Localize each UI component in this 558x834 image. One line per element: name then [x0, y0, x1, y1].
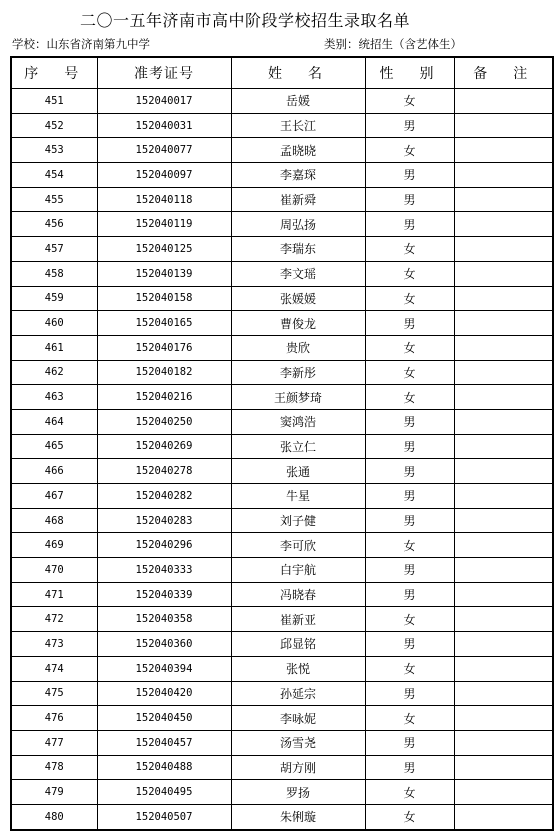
row-seq-cell: 463 — [11, 385, 97, 410]
row-note-cell — [454, 632, 553, 657]
row-exam-id-cell: 152040182 — [97, 360, 231, 385]
row-note-cell — [454, 780, 553, 805]
row-note-cell — [454, 706, 553, 731]
column-header-gender: 性 别 — [365, 57, 454, 89]
row-note-cell — [454, 607, 553, 632]
row-exam-id-cell: 152040017 — [97, 89, 231, 114]
table-row — [11, 780, 553, 805]
row-seq-cell: 458 — [11, 261, 97, 286]
row-note-cell — [454, 730, 553, 755]
table-row — [11, 632, 553, 657]
column-header-seq: 序 号 — [11, 57, 97, 89]
table-row — [11, 508, 553, 533]
row-note-cell — [454, 286, 553, 311]
table-row — [11, 656, 553, 681]
admission-table — [10, 56, 554, 831]
row-gender-cell: 男 — [365, 681, 454, 706]
row-gender-cell: 男 — [365, 484, 454, 509]
column-header-exam-id: 准考证号 — [97, 57, 231, 89]
row-note-cell — [454, 459, 553, 484]
row-exam-id-cell: 152040394 — [97, 656, 231, 681]
table-row — [11, 484, 553, 509]
row-gender-cell: 女 — [365, 237, 454, 262]
row-seq-cell: 477 — [11, 730, 97, 755]
row-exam-id-cell: 152040339 — [97, 582, 231, 607]
row-gender-cell: 女 — [365, 286, 454, 311]
row-note-cell — [454, 89, 553, 114]
row-seq-cell: 472 — [11, 607, 97, 632]
row-exam-id-cell: 152040296 — [97, 533, 231, 558]
row-seq-cell: 476 — [11, 706, 97, 731]
row-exam-id-cell: 152040450 — [97, 706, 231, 731]
table-row — [11, 163, 553, 188]
row-name-cell: 李嘉琛 — [231, 163, 365, 188]
row-name-cell: 汤雪尧 — [231, 730, 365, 755]
row-seq-cell: 461 — [11, 335, 97, 360]
row-gender-cell: 男 — [365, 730, 454, 755]
row-name-cell: 邱显铭 — [231, 632, 365, 657]
row-gender-cell: 男 — [365, 212, 454, 237]
row-gender-cell: 女 — [365, 335, 454, 360]
table-row — [11, 385, 553, 410]
row-exam-id-cell: 152040250 — [97, 409, 231, 434]
table-row — [11, 804, 553, 829]
row-note-cell — [454, 212, 553, 237]
column-header-name: 姓 名 — [231, 57, 365, 89]
row-name-cell: 胡方刚 — [231, 755, 365, 780]
table-row — [11, 113, 553, 138]
row-note-cell — [454, 508, 553, 533]
table-row — [11, 311, 553, 336]
row-gender-cell: 男 — [365, 113, 454, 138]
row-name-cell: 冯晓春 — [231, 582, 365, 607]
table-row — [11, 409, 553, 434]
row-seq-cell: 465 — [11, 434, 97, 459]
row-exam-id-cell: 152040283 — [97, 508, 231, 533]
table-row — [11, 533, 553, 558]
row-note-cell — [454, 360, 553, 385]
row-seq-cell: 468 — [11, 508, 97, 533]
row-name-cell: 周弘扬 — [231, 212, 365, 237]
row-seq-cell: 464 — [11, 409, 97, 434]
category-label: 类别：统招生（含艺体生） — [324, 37, 462, 51]
row-name-cell: 王颜梦琦 — [231, 385, 365, 410]
row-seq-cell: 466 — [11, 459, 97, 484]
row-note-cell — [454, 484, 553, 509]
row-seq-cell: 456 — [11, 212, 97, 237]
table-row — [11, 706, 553, 731]
row-gender-cell: 女 — [365, 706, 454, 731]
row-name-cell: 白宇航 — [231, 558, 365, 583]
table-row — [11, 434, 553, 459]
row-exam-id-cell: 152040097 — [97, 163, 231, 188]
row-exam-id-cell: 152040282 — [97, 484, 231, 509]
row-note-cell — [454, 804, 553, 829]
row-exam-id-cell: 152040358 — [97, 607, 231, 632]
row-note-cell — [454, 237, 553, 262]
table-row — [11, 607, 553, 632]
row-seq-cell: 470 — [11, 558, 97, 583]
table-body — [11, 89, 553, 830]
row-exam-id-cell: 152040333 — [97, 558, 231, 583]
row-exam-id-cell: 152040118 — [97, 187, 231, 212]
row-exam-id-cell: 152040125 — [97, 237, 231, 262]
row-name-cell: 李文瑶 — [231, 261, 365, 286]
row-exam-id-cell: 152040420 — [97, 681, 231, 706]
row-name-cell: 牛星 — [231, 484, 365, 509]
row-note-cell — [454, 434, 553, 459]
row-gender-cell: 男 — [365, 434, 454, 459]
row-gender-cell: 男 — [365, 755, 454, 780]
row-seq-cell: 457 — [11, 237, 97, 262]
row-exam-id-cell: 152040165 — [97, 311, 231, 336]
row-seq-cell: 459 — [11, 286, 97, 311]
row-name-cell: 李可欣 — [231, 533, 365, 558]
row-name-cell: 崔新亚 — [231, 607, 365, 632]
row-exam-id-cell: 152040077 — [97, 138, 231, 163]
row-gender-cell: 女 — [365, 385, 454, 410]
column-header-notes: 备 注 — [454, 57, 553, 89]
table-row — [11, 187, 553, 212]
row-seq-cell: 462 — [11, 360, 97, 385]
row-name-cell: 朱俐璇 — [231, 804, 365, 829]
row-seq-cell: 469 — [11, 533, 97, 558]
row-exam-id-cell: 152040488 — [97, 755, 231, 780]
row-name-cell: 张立仁 — [231, 434, 365, 459]
row-note-cell — [454, 187, 553, 212]
row-note-cell — [454, 113, 553, 138]
row-gender-cell: 男 — [365, 311, 454, 336]
table-row — [11, 212, 553, 237]
table-row — [11, 558, 553, 583]
row-seq-cell: 479 — [11, 780, 97, 805]
row-exam-id-cell: 152040119 — [97, 212, 231, 237]
row-gender-cell: 男 — [365, 187, 454, 212]
row-name-cell: 李瑞东 — [231, 237, 365, 262]
row-exam-id-cell: 152040176 — [97, 335, 231, 360]
row-seq-cell: 467 — [11, 484, 97, 509]
row-exam-id-cell: 152040278 — [97, 459, 231, 484]
row-seq-cell: 453 — [11, 138, 97, 163]
row-name-cell: 崔新舜 — [231, 187, 365, 212]
table-row — [11, 138, 553, 163]
row-gender-cell: 男 — [365, 409, 454, 434]
row-gender-cell: 男 — [365, 558, 454, 583]
row-gender-cell: 女 — [365, 138, 454, 163]
row-gender-cell: 男 — [365, 582, 454, 607]
row-seq-cell: 478 — [11, 755, 97, 780]
row-name-cell: 岳媛 — [231, 89, 365, 114]
row-note-cell — [454, 311, 553, 336]
document-title: 二〇一五年济南市高中阶段学校招生录取名单 — [80, 11, 411, 30]
row-seq-cell: 455 — [11, 187, 97, 212]
row-exam-id-cell: 152040139 — [97, 261, 231, 286]
row-note-cell — [454, 656, 553, 681]
row-name-cell: 贵欣 — [231, 335, 365, 360]
row-name-cell: 刘子健 — [231, 508, 365, 533]
row-seq-cell: 460 — [11, 311, 97, 336]
row-exam-id-cell: 152040507 — [97, 804, 231, 829]
row-name-cell: 李新彤 — [231, 360, 365, 385]
row-gender-cell: 女 — [365, 780, 454, 805]
table-row — [11, 237, 553, 262]
row-seq-cell: 452 — [11, 113, 97, 138]
table-row — [11, 582, 553, 607]
row-name-cell: 李咏妮 — [231, 706, 365, 731]
row-gender-cell: 女 — [365, 89, 454, 114]
row-name-cell: 曹俊龙 — [231, 311, 365, 336]
row-exam-id-cell: 152040031 — [97, 113, 231, 138]
row-seq-cell: 474 — [11, 656, 97, 681]
table-row — [11, 755, 553, 780]
row-seq-cell: 454 — [11, 163, 97, 188]
row-name-cell: 张悦 — [231, 656, 365, 681]
row-gender-cell: 女 — [365, 533, 454, 558]
row-seq-cell: 480 — [11, 804, 97, 829]
row-exam-id-cell: 152040495 — [97, 780, 231, 805]
row-seq-cell: 475 — [11, 681, 97, 706]
row-gender-cell: 男 — [365, 632, 454, 657]
table-row — [11, 730, 553, 755]
row-name-cell: 张媛媛 — [231, 286, 365, 311]
row-name-cell: 王长江 — [231, 113, 365, 138]
row-exam-id-cell: 152040216 — [97, 385, 231, 410]
row-gender-cell: 女 — [365, 656, 454, 681]
row-note-cell — [454, 681, 553, 706]
row-gender-cell: 男 — [365, 163, 454, 188]
table-row — [11, 261, 553, 286]
table-row — [11, 89, 553, 114]
row-seq-cell: 473 — [11, 632, 97, 657]
row-note-cell — [454, 163, 553, 188]
table-row — [11, 360, 553, 385]
row-name-cell: 窦鸿浩 — [231, 409, 365, 434]
row-name-cell: 孙延宗 — [231, 681, 365, 706]
row-gender-cell: 女 — [365, 261, 454, 286]
row-note-cell — [454, 138, 553, 163]
row-seq-cell: 451 — [11, 89, 97, 114]
row-note-cell — [454, 755, 553, 780]
row-name-cell: 罗扬 — [231, 780, 365, 805]
table-row — [11, 459, 553, 484]
row-note-cell — [454, 385, 553, 410]
row-exam-id-cell: 152040360 — [97, 632, 231, 657]
row-name-cell: 张通 — [231, 459, 365, 484]
row-note-cell — [454, 261, 553, 286]
row-gender-cell: 女 — [365, 804, 454, 829]
table-header-row — [11, 57, 553, 89]
row-note-cell — [454, 335, 553, 360]
school-label: 学校：山东省济南第九中学 — [12, 37, 150, 51]
row-note-cell — [454, 558, 553, 583]
table-row — [11, 335, 553, 360]
row-gender-cell: 女 — [365, 607, 454, 632]
row-exam-id-cell: 152040269 — [97, 434, 231, 459]
row-note-cell — [454, 409, 553, 434]
row-gender-cell: 男 — [365, 508, 454, 533]
table-row — [11, 681, 553, 706]
table-row — [11, 286, 553, 311]
row-seq-cell: 471 — [11, 582, 97, 607]
row-gender-cell: 男 — [365, 459, 454, 484]
row-gender-cell: 女 — [365, 360, 454, 385]
row-exam-id-cell: 152040158 — [97, 286, 231, 311]
row-name-cell: 孟晓晓 — [231, 138, 365, 163]
row-exam-id-cell: 152040457 — [97, 730, 231, 755]
row-note-cell — [454, 533, 553, 558]
row-note-cell — [454, 582, 553, 607]
